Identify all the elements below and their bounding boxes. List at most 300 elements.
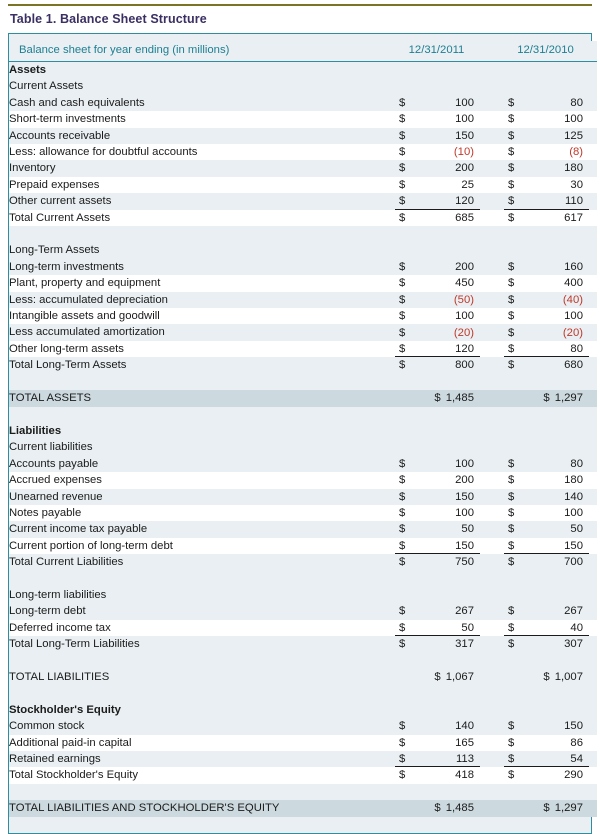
amount-2011-cell — [391, 751, 488, 767]
amount-2010-cell — [500, 735, 597, 751]
page-title: Table 1. Balance Sheet Structure — [10, 12, 207, 26]
column-gap-cell — [488, 160, 500, 176]
table-spacer-row — [9, 784, 597, 800]
amount-2010 — [500, 177, 597, 193]
amount-2010 — [500, 210, 597, 226]
amount-2011 — [391, 521, 488, 537]
spacer-cell — [500, 374, 597, 390]
column-gap-cell — [488, 718, 500, 734]
row-label: TOTAL ASSETS — [9, 390, 391, 406]
table-row — [9, 603, 597, 619]
row-label: Accounts payable — [9, 456, 391, 472]
currency-symbol: $ — [399, 96, 406, 109]
table-spacer-row — [9, 685, 597, 701]
column-gap-cell — [488, 78, 500, 94]
spacer-cell — [391, 653, 488, 669]
table-row — [9, 587, 597, 603]
row-label: Additional paid-in capital — [9, 735, 391, 751]
amount-2010-cell — [500, 78, 597, 94]
row-label: Long-term liabilities — [9, 587, 391, 603]
table-row — [9, 160, 597, 176]
amount-2010 — [500, 735, 597, 751]
amount-2010-cell — [500, 111, 597, 127]
amount-2010 — [500, 767, 597, 783]
amount-value: (20) — [453, 326, 474, 339]
column-gap-cell — [488, 800, 500, 816]
spacer-cell — [488, 571, 500, 587]
currency-symbol: $ — [508, 211, 515, 224]
amount-2010-cell — [500, 767, 597, 783]
table-row — [9, 390, 597, 406]
column-gap-cell — [488, 751, 500, 767]
amount-value: 30 — [570, 178, 583, 191]
currency-symbol: $ — [399, 523, 406, 536]
currency-symbol: $ — [399, 490, 406, 503]
currency-symbol: $ — [399, 506, 406, 519]
column-gap-cell — [488, 620, 500, 636]
amount-2011 — [391, 456, 488, 472]
amount-2011-cell — [391, 111, 488, 127]
table-row — [9, 439, 597, 455]
table-header-row — [9, 41, 597, 62]
amount-2010 — [500, 620, 597, 636]
table-row — [9, 324, 597, 340]
column-gap-cell — [488, 341, 500, 357]
column-gap-cell — [488, 144, 500, 160]
table-row — [9, 308, 597, 324]
header-gap-cell — [488, 41, 500, 62]
amount-2011 — [391, 718, 488, 734]
amount-2011 — [391, 210, 488, 226]
currency-symbol: $ — [508, 474, 515, 487]
currency-symbol: $ — [399, 310, 406, 323]
column-gap-cell — [488, 242, 500, 258]
row-label: Current liabilities — [9, 439, 391, 455]
table-row — [9, 456, 597, 472]
amount-value: 110 — [564, 195, 583, 208]
table-row — [9, 62, 597, 79]
amount-2011-cell — [391, 620, 488, 636]
currency-symbol: $ — [508, 638, 515, 651]
currency-symbol: $ — [508, 359, 515, 372]
currency-symbol: $ — [399, 162, 406, 175]
amount-2010 — [500, 751, 597, 767]
amount-2011 — [391, 292, 488, 308]
currency-symbol: $ — [508, 195, 515, 208]
amount-value: 1,297 — [554, 392, 583, 405]
header-col-2011: 12/31/2011 — [391, 41, 488, 62]
table-row — [9, 472, 597, 488]
row-label: TOTAL LIABILITIES AND STOCKHOLDER'S EQUITY — [9, 800, 391, 816]
amount-2010-cell — [500, 177, 597, 193]
amount-value: 200 — [455, 474, 474, 487]
amount-2010 — [500, 472, 597, 488]
amount-2011 — [391, 341, 488, 357]
currency-symbol: $ — [508, 96, 515, 109]
currency-symbol: $ — [399, 195, 406, 208]
column-gap-cell — [488, 456, 500, 472]
amount-2011 — [391, 128, 488, 144]
row-label: TOTAL LIABILITIES — [9, 669, 391, 685]
currency-symbol: $ — [399, 326, 406, 339]
currency-symbol: $ — [399, 359, 406, 372]
row-label: Deferred income tax — [9, 620, 391, 636]
currency-symbol: $ — [434, 670, 441, 683]
currency-symbol: $ — [508, 129, 515, 142]
amount-2011-cell — [391, 259, 488, 275]
row-label: Notes payable — [9, 505, 391, 521]
amount-2010 — [500, 636, 597, 652]
amount-2010-cell — [500, 292, 597, 308]
spacer-cell — [9, 784, 391, 800]
column-gap-cell — [488, 669, 500, 685]
table-row — [9, 242, 597, 258]
amount-2011 — [391, 767, 488, 783]
amount-value: 80 — [570, 96, 583, 109]
amount-2010 — [500, 308, 597, 324]
row-label: Total Long-Term Liabilities — [9, 636, 391, 652]
column-gap-cell — [488, 603, 500, 619]
currency-symbol: $ — [543, 670, 550, 683]
row-label: Stockholder's Equity — [9, 702, 391, 718]
amount-2011-cell — [391, 538, 488, 554]
amount-value: 1,485 — [445, 802, 474, 815]
spacer-cell — [391, 407, 488, 423]
amount-2011-cell — [391, 554, 488, 570]
row-label: Total Current Assets — [9, 210, 391, 226]
amount-2011 — [391, 390, 488, 406]
table-row — [9, 751, 597, 767]
amount-value: 54 — [570, 752, 583, 765]
column-gap-cell — [488, 111, 500, 127]
amount-value: 100 — [455, 310, 474, 323]
column-gap-cell — [488, 587, 500, 603]
currency-symbol: $ — [399, 211, 406, 224]
amount-2011-cell — [391, 521, 488, 537]
amount-value: 450 — [455, 277, 474, 290]
amount-2011-cell — [391, 357, 488, 373]
spacer-cell — [488, 784, 500, 800]
currency-symbol: $ — [399, 129, 406, 142]
table-row — [9, 111, 597, 127]
table-row — [9, 554, 597, 570]
amount-2011-cell — [391, 587, 488, 603]
column-gap-cell — [488, 735, 500, 751]
amount-2011-cell — [391, 456, 488, 472]
amount-2010-cell — [500, 275, 597, 291]
currency-symbol: $ — [399, 720, 406, 733]
amount-2011-cell — [391, 767, 488, 783]
spacer-cell — [9, 685, 391, 701]
amount-2011 — [391, 325, 488, 341]
amount-2010-cell — [500, 521, 597, 537]
table-row — [9, 95, 597, 111]
row-label: Current portion of long-term debt — [9, 538, 391, 554]
amount-2011-cell — [391, 735, 488, 751]
table-row — [9, 128, 597, 144]
table-row — [9, 800, 597, 816]
amount-2010-cell — [500, 489, 597, 505]
amount-value: 100 — [564, 310, 583, 323]
table-row — [9, 521, 597, 537]
table-row — [9, 210, 597, 226]
amount-2010-cell — [500, 259, 597, 275]
row-label: Plant, property and equipment — [9, 275, 391, 291]
amount-value: 100 — [564, 113, 583, 126]
table-row — [9, 423, 597, 439]
amount-2010-cell — [500, 603, 597, 619]
currency-symbol: $ — [508, 146, 515, 159]
table-row — [9, 275, 597, 291]
column-gap-cell — [488, 390, 500, 406]
balance-sheet-table — [9, 41, 597, 817]
row-label: Retained earnings — [9, 751, 391, 767]
amount-value: 150 — [455, 129, 474, 142]
amount-value: 317 — [455, 638, 474, 651]
amount-2010 — [500, 325, 597, 341]
amount-2011 — [391, 554, 488, 570]
currency-symbol: $ — [508, 752, 515, 765]
amount-2010-cell — [500, 62, 597, 79]
amount-2011-cell — [391, 505, 488, 521]
table-row — [9, 357, 597, 373]
row-label: Long-Term Assets — [9, 242, 391, 258]
currency-symbol: $ — [434, 392, 441, 405]
currency-symbol: $ — [399, 621, 406, 634]
amount-2011-cell — [391, 489, 488, 505]
currency-symbol: $ — [399, 277, 406, 290]
amount-value: 680 — [564, 359, 583, 372]
amount-2011 — [391, 193, 488, 209]
amount-2010 — [500, 538, 597, 554]
amount-2011-cell — [391, 603, 488, 619]
amount-2011 — [391, 800, 488, 816]
amount-2010 — [500, 390, 597, 406]
amount-value: 50 — [570, 523, 583, 536]
amount-2011 — [391, 259, 488, 275]
currency-symbol: $ — [399, 342, 406, 355]
table-row — [9, 144, 597, 160]
amount-2011-cell — [391, 210, 488, 226]
row-label: Less: allowance for doubtful accounts — [9, 144, 391, 160]
spacer-cell — [500, 685, 597, 701]
amount-2010 — [500, 160, 597, 176]
amount-value: (20) — [562, 326, 583, 339]
row-label: Cash and cash equivalents — [9, 95, 391, 111]
spacer-cell — [500, 571, 597, 587]
currency-symbol: $ — [399, 539, 406, 552]
column-gap-cell — [488, 521, 500, 537]
amount-2011-cell — [391, 78, 488, 94]
amount-2010-cell — [500, 718, 597, 734]
amount-2010 — [500, 800, 597, 816]
amount-2010-cell — [500, 144, 597, 160]
amount-2010 — [500, 259, 597, 275]
column-gap-cell — [488, 308, 500, 324]
amount-value: 267 — [455, 605, 474, 618]
currency-symbol: $ — [508, 178, 515, 191]
amount-2010 — [500, 521, 597, 537]
amount-value: 140 — [564, 490, 583, 503]
amount-2011 — [391, 751, 488, 767]
amount-2010-cell — [500, 669, 597, 685]
row-label: Less: accumulated depreciation — [9, 292, 391, 308]
table-spacer-row — [9, 374, 597, 390]
amount-value: 400 — [564, 277, 583, 290]
amount-value: 150 — [564, 539, 583, 552]
amount-2011 — [391, 111, 488, 127]
amount-2011-cell — [391, 669, 488, 685]
amount-value: 86 — [570, 736, 583, 749]
currency-symbol: $ — [399, 457, 406, 470]
amount-2010-cell — [500, 324, 597, 340]
spacer-cell — [488, 685, 500, 701]
currency-symbol: $ — [399, 113, 406, 126]
balance-sheet-table-frame — [8, 33, 592, 834]
row-label: Accounts receivable — [9, 128, 391, 144]
column-gap-cell — [488, 636, 500, 652]
table-spacer-row — [9, 407, 597, 423]
currency-symbol: $ — [508, 556, 515, 569]
table-row — [9, 489, 597, 505]
amount-value: 165 — [455, 736, 474, 749]
amount-2011-cell — [391, 275, 488, 291]
amount-2011-cell — [391, 95, 488, 111]
spacer-cell — [500, 226, 597, 242]
table-row — [9, 538, 597, 554]
amount-2011-cell — [391, 439, 488, 455]
amount-value: 125 — [564, 129, 583, 142]
amount-2011-cell — [391, 62, 488, 79]
spacer-cell — [9, 571, 391, 587]
amount-2011 — [391, 308, 488, 324]
row-label: Long-term debt — [9, 603, 391, 619]
column-gap-cell — [488, 62, 500, 79]
amount-2010 — [500, 144, 597, 160]
amount-2011-cell — [391, 636, 488, 652]
amount-2010 — [500, 111, 597, 127]
column-gap-cell — [488, 472, 500, 488]
table-row — [9, 702, 597, 718]
spacer-cell — [9, 407, 391, 423]
column-gap-cell — [488, 275, 500, 291]
currency-symbol: $ — [399, 146, 406, 159]
currency-symbol: $ — [508, 720, 515, 733]
spacer-cell — [500, 407, 597, 423]
row-label: Total Long-Term Assets — [9, 357, 391, 373]
amount-2010-cell — [500, 95, 597, 111]
table-row — [9, 636, 597, 652]
amount-value: 113 — [455, 752, 474, 765]
spacer-cell — [391, 226, 488, 242]
currency-symbol: $ — [399, 293, 406, 306]
amount-2010-cell — [500, 128, 597, 144]
amount-2010-cell — [500, 472, 597, 488]
amount-2011 — [391, 144, 488, 160]
amount-2010-cell — [500, 439, 597, 455]
column-gap-cell — [488, 128, 500, 144]
amount-2010 — [500, 505, 597, 521]
column-gap-cell — [488, 324, 500, 340]
amount-2010-cell — [500, 636, 597, 652]
spacer-cell — [500, 653, 597, 669]
currency-symbol: $ — [508, 260, 515, 273]
currency-symbol: $ — [399, 736, 406, 749]
table-body — [9, 41, 597, 817]
currency-symbol: $ — [399, 638, 406, 651]
spacer-cell — [391, 571, 488, 587]
amount-2011-cell — [391, 702, 488, 718]
table-spacer-row — [9, 571, 597, 587]
row-label: Long-term investments — [9, 259, 391, 275]
amount-value: 800 — [455, 359, 474, 372]
column-gap-cell — [488, 259, 500, 275]
amount-value: 200 — [455, 260, 474, 273]
amount-value: 100 — [455, 113, 474, 126]
amount-2010-cell — [500, 751, 597, 767]
currency-symbol: $ — [508, 457, 515, 470]
amount-value: 140 — [455, 720, 474, 733]
spacer-cell — [391, 374, 488, 390]
amount-value: 150 — [564, 720, 583, 733]
amount-value: 700 — [564, 556, 583, 569]
amount-value: 80 — [570, 457, 583, 470]
amount-2010-cell — [500, 242, 597, 258]
amount-value: 617 — [564, 211, 583, 224]
row-label: Total Current Liabilities — [9, 554, 391, 570]
amount-2011-cell — [391, 324, 488, 340]
amount-value: 1,067 — [445, 670, 474, 683]
currency-symbol: $ — [399, 178, 406, 191]
amount-2011-cell — [391, 242, 488, 258]
amount-2010-cell — [500, 554, 597, 570]
currency-symbol: $ — [399, 556, 406, 569]
amount-2011 — [391, 472, 488, 488]
column-gap-cell — [488, 95, 500, 111]
amount-value: (10) — [453, 146, 474, 159]
amount-2011-cell — [391, 341, 488, 357]
amount-value: 180 — [564, 474, 583, 487]
amount-2010-cell — [500, 702, 597, 718]
amount-value: 750 — [455, 556, 474, 569]
amount-value: 150 — [455, 539, 474, 552]
amount-2010 — [500, 292, 597, 308]
amount-2011-cell — [391, 292, 488, 308]
amount-2011-cell — [391, 718, 488, 734]
amount-value: 1,297 — [554, 802, 583, 815]
amount-2010 — [500, 128, 597, 144]
spacer-cell — [9, 226, 391, 242]
currency-symbol: $ — [508, 621, 515, 634]
currency-symbol: $ — [508, 539, 515, 552]
amount-value: 80 — [570, 342, 583, 355]
amount-2010-cell — [500, 390, 597, 406]
row-label: Intangible assets and goodwill — [9, 308, 391, 324]
amount-2011 — [391, 177, 488, 193]
row-label: Prepaid expenses — [9, 177, 391, 193]
amount-value: 267 — [564, 605, 583, 618]
table-row — [9, 259, 597, 275]
amount-value: 50 — [461, 523, 474, 536]
column-gap-cell — [488, 210, 500, 226]
amount-2011 — [391, 160, 488, 176]
amount-value: 418 — [455, 769, 474, 782]
amount-value: 160 — [564, 260, 583, 273]
column-gap-cell — [488, 702, 500, 718]
row-label: Liabilities — [9, 423, 391, 439]
row-label: Less accumulated amortization — [9, 324, 391, 340]
spacer-cell — [500, 784, 597, 800]
